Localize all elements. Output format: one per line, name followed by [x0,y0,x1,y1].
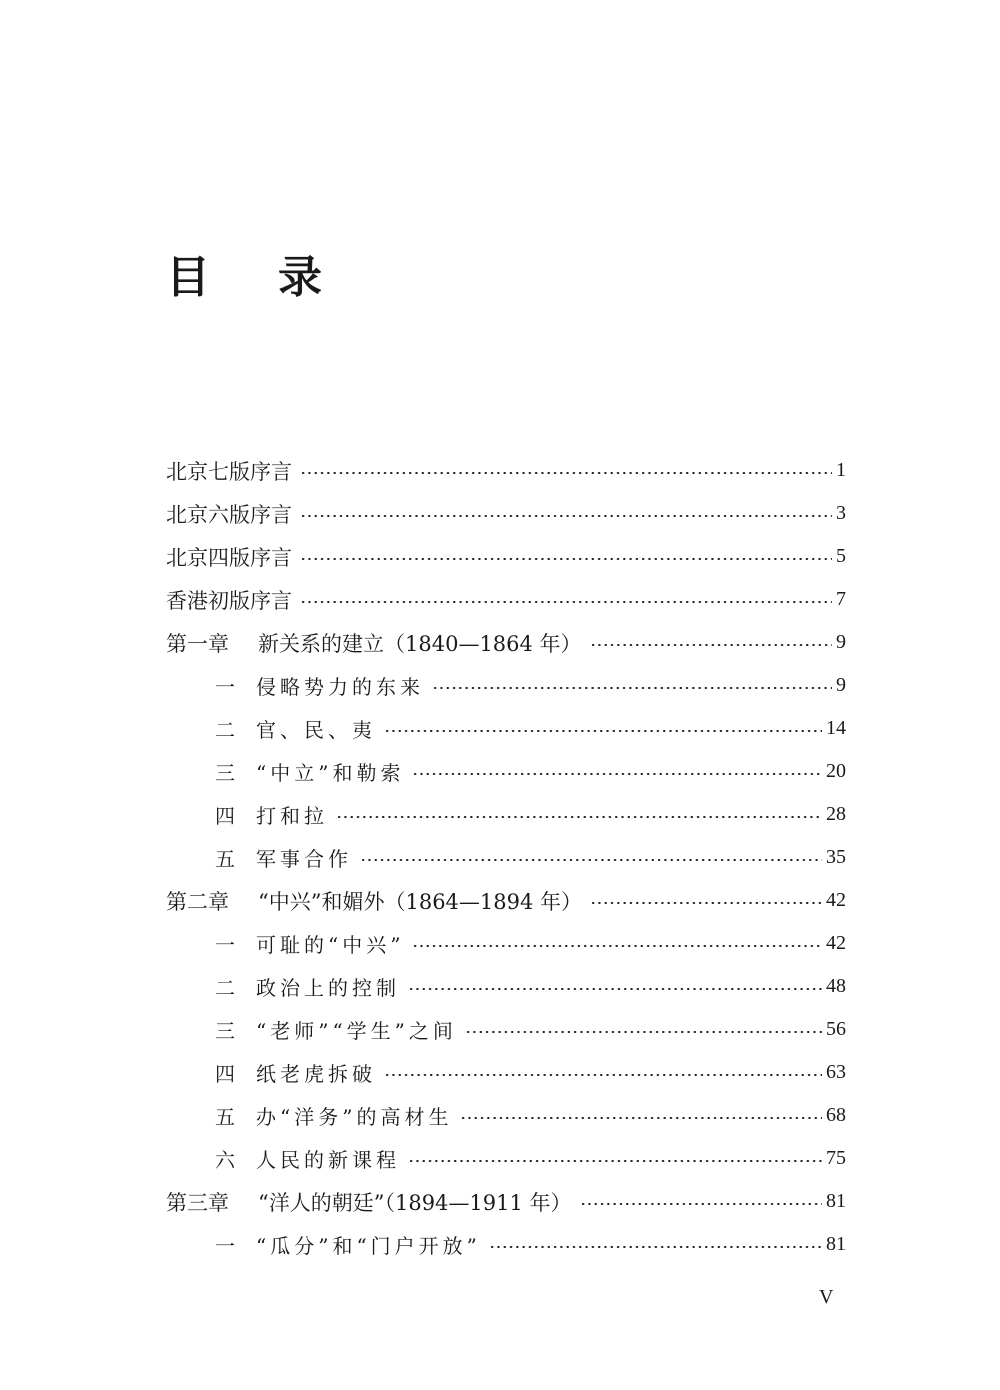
toc-page-number: 42 [826,889,846,911]
toc-page-number: 9 [836,674,846,696]
section-number: 三 [215,1019,239,1043]
toc-section-row[interactable] [166,707,846,750]
dot-leader [300,558,832,560]
dot-leader [384,730,822,732]
dot-leader [489,1246,822,1248]
toc-label [166,1187,572,1217]
toc-entry-row[interactable] [166,535,846,578]
toc-section-row[interactable] [166,1008,846,1051]
section-number: 一 [215,675,239,699]
dot-leader [580,1203,822,1205]
dot-leader [465,1031,822,1033]
toc-label [166,1144,400,1173]
toc-title: “老师”“学生”之间 [256,1019,457,1043]
dot-leader [384,1074,822,1076]
toc-title: 人民的新课程 [256,1148,400,1172]
toc-label [166,757,404,786]
toc-page-number: 56 [826,1018,846,1040]
dot-leader [336,816,822,818]
toc-title: 军事合作 [256,847,352,871]
chapter-number: 第一章 [166,631,229,656]
toc-label [166,843,352,872]
toc-section-row[interactable] [166,922,846,965]
toc-section-row[interactable] [166,750,846,793]
toc-label [166,456,292,486]
toc-label [166,1058,376,1087]
toc-section-row[interactable] [166,965,846,1008]
toc-page-number: 81 [826,1233,846,1255]
toc-page-number: 3 [836,502,846,524]
toc-label [166,628,582,658]
toc-section-row[interactable] [166,664,846,707]
toc-entry-row[interactable] [166,492,846,535]
toc-label [166,1230,481,1259]
toc-page-number: 5 [836,545,846,567]
section-number: 五 [215,847,239,871]
toc-section-row[interactable] [166,1223,846,1266]
title-char-1: 目 [166,252,210,303]
dot-leader [412,773,822,775]
toc-label [166,1101,452,1130]
section-number: 五 [215,1105,239,1129]
toc-label [166,714,376,743]
toc-title: 北京四版序言 [166,545,292,570]
toc-title: “中立”和勒索 [256,761,405,785]
toc-title: 办“洋务”的高材生 [256,1105,453,1129]
page-title [166,248,322,308]
toc-entry-row[interactable] [166,449,846,492]
section-number: 二 [215,976,239,1000]
dot-leader [360,859,822,861]
section-number: 四 [215,1062,239,1086]
toc-chapter-row[interactable] [166,879,846,922]
toc-page-number: 9 [836,631,846,653]
toc-label [166,800,328,829]
dot-leader [300,601,832,603]
toc-label [166,886,582,916]
toc-title: 北京七版序言 [166,459,292,484]
section-number: 四 [215,804,239,828]
page-number: V [819,1286,834,1308]
toc-page-number: 75 [826,1147,846,1169]
chapter-number: 第二章 [166,889,229,914]
toc-section-row[interactable] [166,1137,846,1180]
toc-label [166,499,292,529]
title-char-2: 录 [278,252,322,303]
toc-title: “中兴”和媚外（1864—1894 年） [258,889,583,914]
toc-section-row[interactable] [166,793,846,836]
dot-leader [300,515,832,517]
toc-title: 可耻的“中兴” [256,933,405,957]
dot-leader [300,472,832,474]
toc-title: “瓜分”和“门户开放” [256,1234,481,1258]
toc-page-number: 48 [826,975,846,997]
section-number: 三 [215,761,239,785]
toc-entry-row[interactable] [166,578,846,621]
toc-title: 纸老虎拆破 [256,1062,376,1086]
toc-page-number: 7 [836,588,846,610]
dot-leader [408,988,822,990]
section-number: 一 [215,933,239,957]
toc-page-number: 42 [826,932,846,954]
toc-label [166,542,292,572]
dot-leader [408,1160,822,1162]
toc-title: 北京六版序言 [166,502,292,527]
toc-label [166,972,400,1001]
toc-title: 香港初版序言 [166,588,292,613]
dot-leader [590,644,832,646]
toc-chapter-row[interactable] [166,621,846,664]
toc-title: “洋人的朝廷”（1894—1911 年） [258,1190,572,1215]
toc-chapter-row[interactable] [166,1180,846,1223]
toc-label [166,671,424,700]
toc-title: 官、民、夷 [256,718,376,742]
toc-label [166,929,404,958]
toc-page-number: 20 [826,760,846,782]
toc-page-number: 63 [826,1061,846,1083]
toc-page-number: 1 [836,459,846,481]
toc-page-number: 68 [826,1104,846,1126]
toc-label [166,1015,457,1044]
dot-leader [412,945,822,947]
table-of-contents [166,449,846,1266]
toc-section-row[interactable] [166,1051,846,1094]
toc-title: 侵略势力的东来 [256,675,424,699]
dot-leader [460,1117,822,1119]
section-number: 六 [215,1148,239,1172]
toc-page-number: 81 [826,1190,846,1212]
toc-page-number: 35 [826,846,846,868]
toc-section-row[interactable] [166,1094,846,1137]
dot-leader [432,687,832,689]
toc-title: 政治上的控制 [256,976,400,1000]
chapter-number: 第三章 [166,1190,229,1215]
toc-label [166,585,292,615]
toc-page-number: 28 [826,803,846,825]
toc-title: 打和拉 [256,804,328,828]
section-number: 二 [215,718,239,742]
dot-leader [590,902,822,904]
toc-page-number: 14 [826,717,846,739]
toc-section-row[interactable] [166,836,846,879]
toc-title: 新关系的建立（1840—1864 年） [258,631,582,656]
section-number: 一 [215,1234,239,1258]
